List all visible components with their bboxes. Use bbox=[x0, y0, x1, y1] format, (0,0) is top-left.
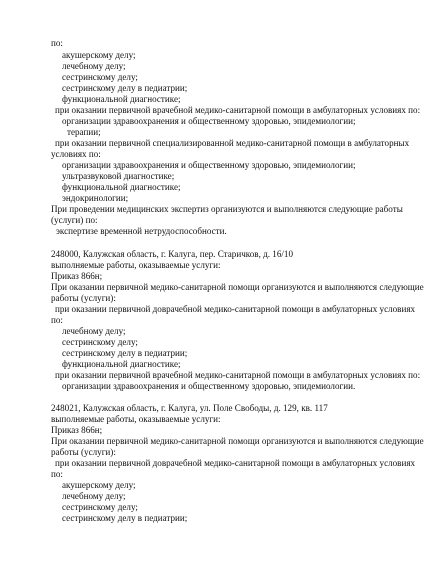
text-line: по: bbox=[51, 315, 63, 325]
text-line: Приказ 866н; bbox=[51, 271, 103, 281]
text-line: сестринскому делу в педиатрии; bbox=[62, 513, 188, 523]
address-line: 248021, Калужская область, г. Калуга, ул. Поле Свободы, д. 129, кв. 117 bbox=[51, 403, 328, 413]
text-line: по: bbox=[51, 38, 63, 48]
text-line: при оказании первичной доврачебной медико-санитарной помощи в амбулаторных условиях bbox=[55, 304, 416, 314]
text-line: сестринскому делу в педиатрии; bbox=[62, 83, 188, 93]
text-line: организации здравоохранения и общественному здоровью, эпидемиологии; bbox=[62, 160, 356, 170]
text-line: лечебному делу; bbox=[62, 61, 126, 71]
text-line: выполняемые работы, оказываемые услуги: bbox=[51, 260, 221, 270]
text-line: сестринскому делу; bbox=[62, 502, 138, 512]
text-line: Приказ 866н; bbox=[51, 425, 103, 435]
text-line: сестринскому делу; bbox=[62, 72, 138, 82]
text-line: при оказании первичной специализированной медико-санитарной помощи в амбулаторных bbox=[55, 138, 410, 148]
text-line: функциональной диагностике; bbox=[62, 94, 181, 104]
text-line: акушерскому делу; bbox=[62, 50, 136, 60]
text-line: работы (услуги): bbox=[51, 293, 116, 303]
address-line: 248000, Калужская область, г. Калуга, пер. Старичков, д. 16/10 bbox=[51, 249, 293, 259]
text-line: организации здравоохранения и общественному здоровью, эпидемиологии; bbox=[62, 116, 356, 126]
text-line: сестринскому делу в педиатрии; bbox=[62, 348, 188, 358]
text-line: акушерскому делу; bbox=[62, 480, 136, 490]
text-line: При оказании первичной медико-санитарной помощи организуются и выполняются следующие bbox=[51, 282, 424, 292]
text-line: сестринскому делу; bbox=[62, 337, 138, 347]
text-line: лечебному делу; bbox=[62, 491, 126, 501]
text-line: При проведении медицинских экспертиз организуются и выполняются следующие работы bbox=[51, 204, 403, 214]
text-line: функциональной диагностике; bbox=[62, 182, 181, 192]
text-line: терапии; bbox=[67, 127, 101, 137]
text-line: при оказании первичной врачебной медико-санитарной помощи в амбулаторных условиях по: bbox=[55, 370, 421, 380]
text-line: При оказании первичной медико-санитарной помощи организуются и выполняются следующие bbox=[51, 436, 424, 446]
text-line: условиях по: bbox=[51, 149, 101, 159]
text-line: лечебному делу; bbox=[62, 326, 126, 336]
text-line: (услуги) по: bbox=[51, 215, 98, 225]
text-line: эндокринологии; bbox=[62, 193, 129, 203]
text-line: организации здравоохранения и общественному здоровью, эпидемиологии. bbox=[62, 381, 356, 391]
text-line: выполняемые работы, оказываемые услуги: bbox=[51, 414, 221, 424]
text-line: ультразвуковой диагностике; bbox=[62, 171, 175, 181]
text-line: по: bbox=[51, 469, 63, 479]
text-line: работы (услуги): bbox=[51, 447, 116, 457]
text-line: при оказании первичной доврачебной медико-санитарной помощи в амбулаторных условиях bbox=[55, 458, 416, 468]
text-line: при оказании первичной врачебной медико-санитарной помощи в амбулаторных условиях по: bbox=[55, 105, 421, 115]
text-line: функциональной диагностике; bbox=[62, 359, 181, 369]
text-line: экспертизе временной нетрудоспособности. bbox=[56, 226, 227, 236]
